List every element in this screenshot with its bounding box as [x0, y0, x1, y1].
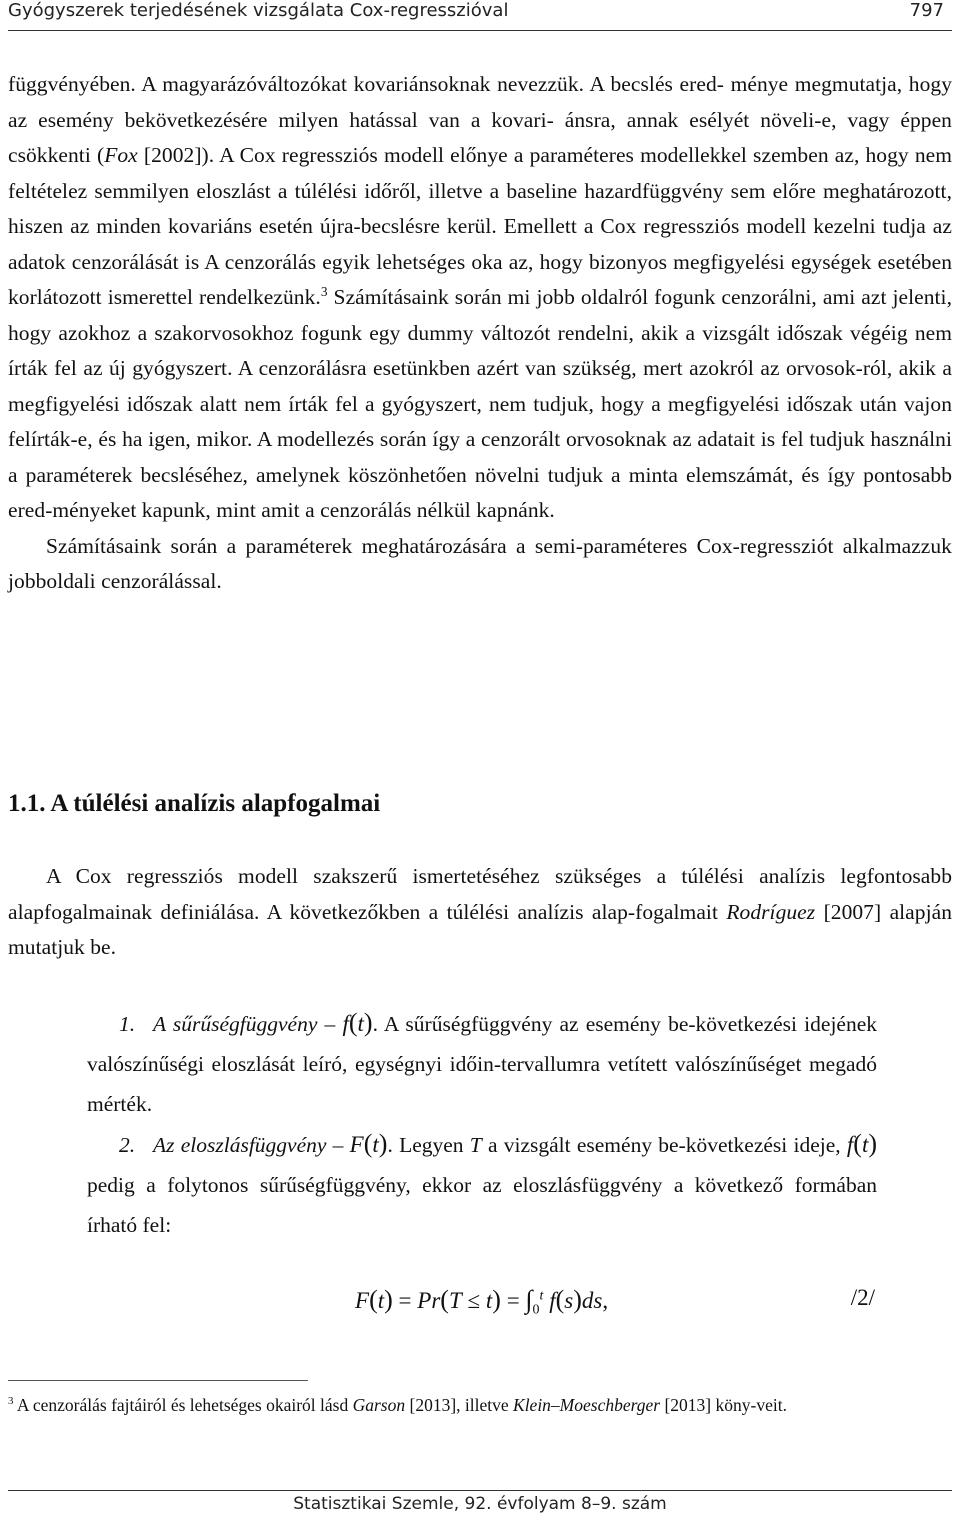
definition-item-2 — [87, 1124, 877, 1245]
footnote-author-2: Klein–Moeschberger — [513, 1395, 661, 1415]
definition-term: A sűrűségfüggvény – — [153, 1012, 336, 1036]
equation-number: /2/ — [850, 1285, 875, 1310]
footnote-marker[interactable]: 3 — [320, 283, 328, 299]
citation-year: [2002]). — [137, 143, 215, 167]
definition-term: Az eloszlásfüggvény – — [153, 1133, 344, 1157]
citation-author: Rodríguez — [726, 899, 816, 924]
equation-2 — [355, 1285, 875, 1319]
running-header — [8, 0, 952, 26]
p1-line-1: függvényében. A magyarázóváltozókat kovariánsoknak nevezzük. A becslés ered- — [8, 72, 724, 96]
math-symbol: f(t) — [342, 1008, 373, 1037]
p1-line-3: ánsra, annak esélyét növeli-e, vagy éppen csökkenti ( — [8, 107, 952, 167]
math-symbol: f(t) — [846, 1129, 877, 1158]
item-number: 2. — [119, 1133, 136, 1157]
footnote-rule — [8, 1380, 308, 1381]
running-title: Gyógyszerek terjedésének vizsgálata Cox-regresszióval — [8, 0, 509, 21]
section-heading: 1.1. A túlélési analízis alapfogalmai — [8, 790, 381, 817]
paragraph-1 — [8, 67, 952, 529]
function-name: F — [349, 1132, 364, 1157]
p1-line-2: ménye megmutatja, hogy az esemény bekövetkezésére milyen hatással van a kovari- — [8, 72, 952, 132]
section-paragraph-part-2: [2007] alapján mutatjuk be. — [8, 899, 952, 959]
footnote-number: 3 — [8, 1395, 14, 1408]
definition-text-a: . Legyen — [387, 1133, 470, 1157]
item-number: 1. — [119, 1012, 136, 1036]
footnote-text-a: A cenzorálás fajtáiról és lehetséges okairól lásd — [13, 1395, 353, 1415]
footnote — [8, 1392, 952, 1418]
paragraph-2-part-2: Számításaink során mi jobb oldalról fogunk cenzorálni, ami azt jelenti, hogy azokhoz a szakorvosokhoz fogunk egy dummy változót rendelni, akik a vizsgált időszak végéig nem írták fel az új gyógyszert. A cenzorálásra esetünkben azért van szükség, mert azokról az orvosok-ról, akik a megfigyelési időszak alatt nem írták fel a gyógyszert, nem tudjuk, hogy a megfigyelési időszak után vajon felírták-e, és ha igen, mikor. A modellezés során így a cenzorált orvosoknak az adatait is fel tudjuk használni a paraméterek becsléséhez, amelynek köszönhetően növelni tudjuk a minta elemszámát, és így pontosabb ered-ményeket kapunk, mint amit a cenzorálás nélkül kapnánk. — [8, 285, 952, 522]
page-number: 797 — [909, 0, 944, 21]
header-rule — [8, 30, 952, 31]
definition-item-1 — [87, 1003, 877, 1124]
journal-footer: Statisztikai Szemle, 92. évfolyam 8–9. szám — [293, 1494, 667, 1514]
function-arg: t — [357, 1011, 364, 1036]
paragraph-2-part-1: A Cox regressziós modell előnye a paraméteres modellekkel szemben az, hogy nem feltételez semmilyen eloszlást a túlélési időről, illetve a baseline hazardfüggvény sem előre meghatározott, hiszen az minden kovariáns esetén újra-becslésre kerül. Emellett a Cox regressziós modell kezelni tudja az adatok cenzorálását is A cenzorálás egyik lehetséges oka az, hogy bizonyos megfigyelési egységek esetében korlátozott ismerettel rendelkezünk. — [8, 143, 953, 309]
function-name: f — [342, 1011, 349, 1036]
definition-list — [87, 1003, 877, 1245]
definition-text-c: pedig a folytonos sűrűségfüggvény, ekkor az eloszlásfüggvény a következő formában írható fel: — [87, 1173, 877, 1237]
section-text — [8, 859, 952, 966]
function-name: f — [846, 1132, 854, 1157]
function-arg: t — [861, 1132, 869, 1157]
footnote-text-b: [2013], illetve — [405, 1395, 514, 1415]
variable-T: T — [469, 1133, 482, 1157]
footnote-author-1: Garson — [352, 1395, 406, 1415]
math-symbol: F(t) — [349, 1129, 388, 1158]
equation-formula: $F(t) = Pr(T \le t) = \int_0^t$ f(s)ds, — [355, 1285, 609, 1318]
section-paragraph-part-1: A Cox regressziós modell szakszerű ismertetéséhez szükséges a túlélési analízis legfontosabb alapfogalmainak definiálása. A következőkben a túlélési analízis alap-fogalmait — [8, 864, 952, 924]
function-arg: t — [372, 1132, 379, 1157]
definition-text-b: a vizsgált esemény be-következési ideje, — [481, 1133, 847, 1157]
paragraph-3: Számításaink során a paraméterek meghatározására a semi-paraméteres Cox-regressziót alkalmazzuk jobboldali cenzorálással. — [8, 533, 952, 593]
footnote-text-c: [2013] köny-veit. — [660, 1395, 787, 1415]
definition-text: . A sűrűségfüggvény az esemény be-következési idejének valószínűségi eloszlását leíró, egységnyi időin-tervallumra vetített valószínűséget megadó mérték. — [87, 1012, 878, 1116]
citation-author: Fox — [104, 143, 138, 167]
section-paragraph — [8, 859, 952, 966]
intro-text — [8, 67, 952, 600]
footer-rule — [8, 1490, 952, 1491]
